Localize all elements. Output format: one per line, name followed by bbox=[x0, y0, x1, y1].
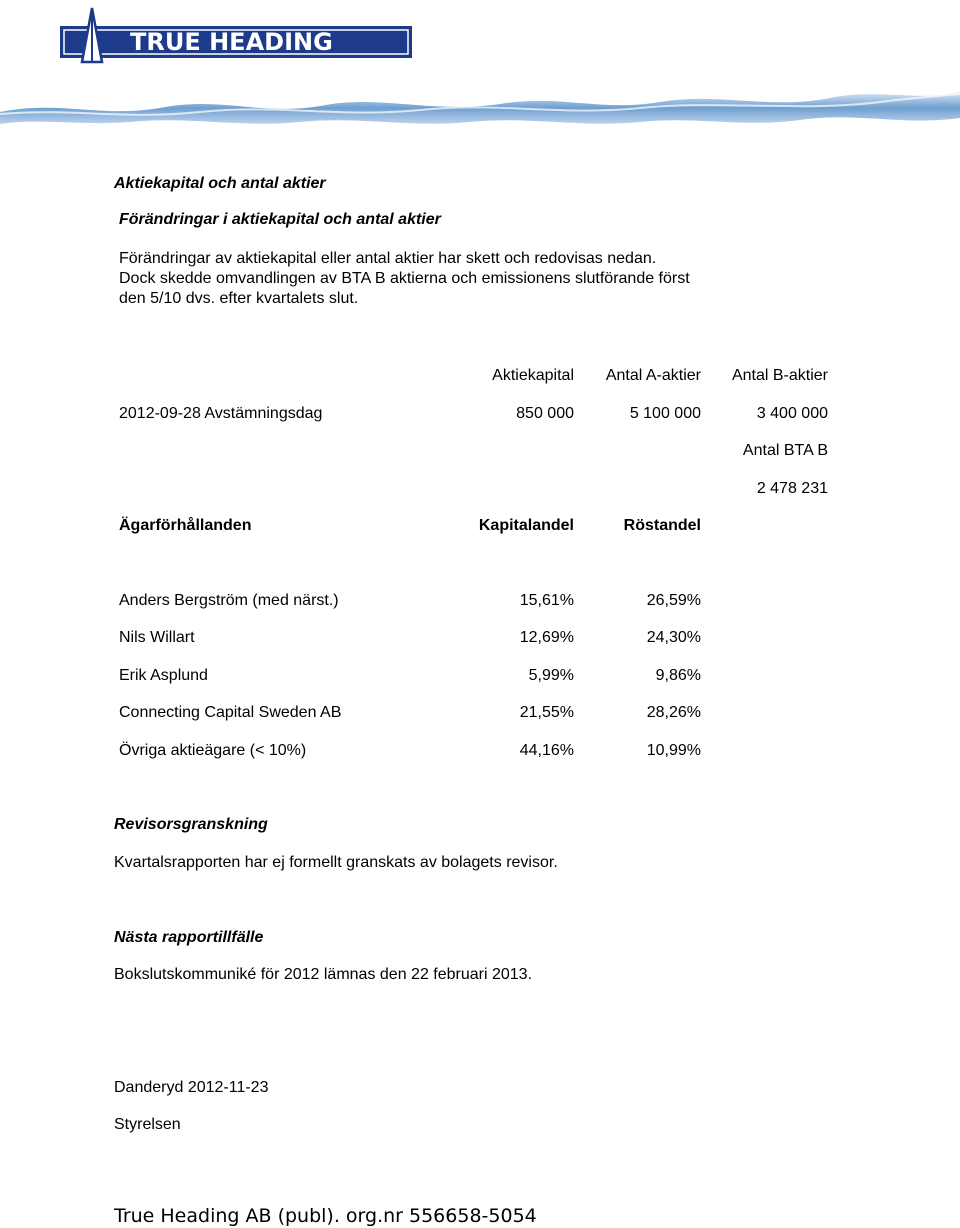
place-date: Danderyd 2012-11-23 bbox=[114, 1079, 269, 1096]
bta-label: Antal BTA B bbox=[742, 442, 828, 459]
footer-company-info: True Heading AB (publ). org.nr 556658-5054 bbox=[114, 1205, 537, 1227]
audit-text: Kvartalsrapporten har ej formellt granskats av bolagets revisor. bbox=[114, 854, 558, 871]
changes-paragraph-line-1: Förändringar av aktiekapital eller antal aktier har skett och redovisas nedan. bbox=[119, 250, 657, 267]
capital-header-aktiekapital: Aktiekapital bbox=[492, 367, 574, 384]
bta-value: 2 478 231 bbox=[756, 480, 828, 497]
table-row-votes: 9,86% bbox=[655, 667, 701, 684]
table-row-name: Nils Willart bbox=[119, 629, 195, 646]
logo-text: TRUE HEADING bbox=[130, 28, 333, 56]
capital-header-a-aktier: Antal A-aktier bbox=[605, 367, 701, 384]
changes-subheading: Förändringar i aktiekapital och antal aktier bbox=[119, 211, 441, 228]
water-banner bbox=[0, 82, 960, 132]
table-row-capital: 5,99% bbox=[528, 667, 574, 684]
table-row-votes: 10,99% bbox=[646, 742, 701, 759]
next-report-text: Bokslutskommuniké för 2012 lämnas den 22 februari 2013. bbox=[114, 966, 533, 983]
table-row-votes: 28,26% bbox=[646, 704, 701, 721]
capital-row-a-aktier: 5 100 000 bbox=[629, 405, 701, 422]
table-row-capital: 12,69% bbox=[519, 629, 574, 646]
true-heading-logo bbox=[52, 4, 422, 64]
table-row-votes: 24,30% bbox=[646, 629, 701, 646]
table-row-name: Erik Asplund bbox=[119, 667, 208, 684]
table-row-name: Övriga aktieägare (< 10%) bbox=[119, 742, 307, 759]
capital-heading: Aktiekapital och antal aktier bbox=[114, 175, 326, 192]
table-row-votes: 26,59% bbox=[646, 592, 701, 609]
changes-paragraph-line-3: den 5/10 dvs. efter kvartalets slut. bbox=[119, 290, 359, 307]
table-row-capital: 21,55% bbox=[519, 704, 574, 721]
capital-row-b-aktier: 3 400 000 bbox=[756, 405, 828, 422]
ownership-header-capital: Kapitalandel bbox=[478, 517, 574, 534]
table-row-name: Connecting Capital Sweden AB bbox=[119, 704, 342, 721]
capital-row-aktiekapital: 850 000 bbox=[516, 405, 574, 422]
table-row-name: Anders Bergström (med närst.) bbox=[119, 592, 339, 609]
capital-row-label: 2012-09-28 Avstämningsdag bbox=[119, 405, 323, 422]
capital-header-b-aktier: Antal B-aktier bbox=[731, 367, 828, 384]
next-report-heading: Nästa rapportillfälle bbox=[114, 929, 264, 946]
ownership-header-votes: Röstandel bbox=[623, 517, 701, 534]
table-row-capital: 15,61% bbox=[519, 592, 574, 609]
table-row-capital: 44,16% bbox=[519, 742, 574, 759]
audit-heading: Revisorsgranskning bbox=[114, 816, 268, 833]
signer: Styrelsen bbox=[114, 1116, 181, 1133]
ownership-header-name: Ägarförhållanden bbox=[119, 517, 252, 534]
changes-paragraph-line-2: Dock skedde omvandlingen av BTA B aktierna och emissionens slutförande först bbox=[119, 270, 690, 287]
